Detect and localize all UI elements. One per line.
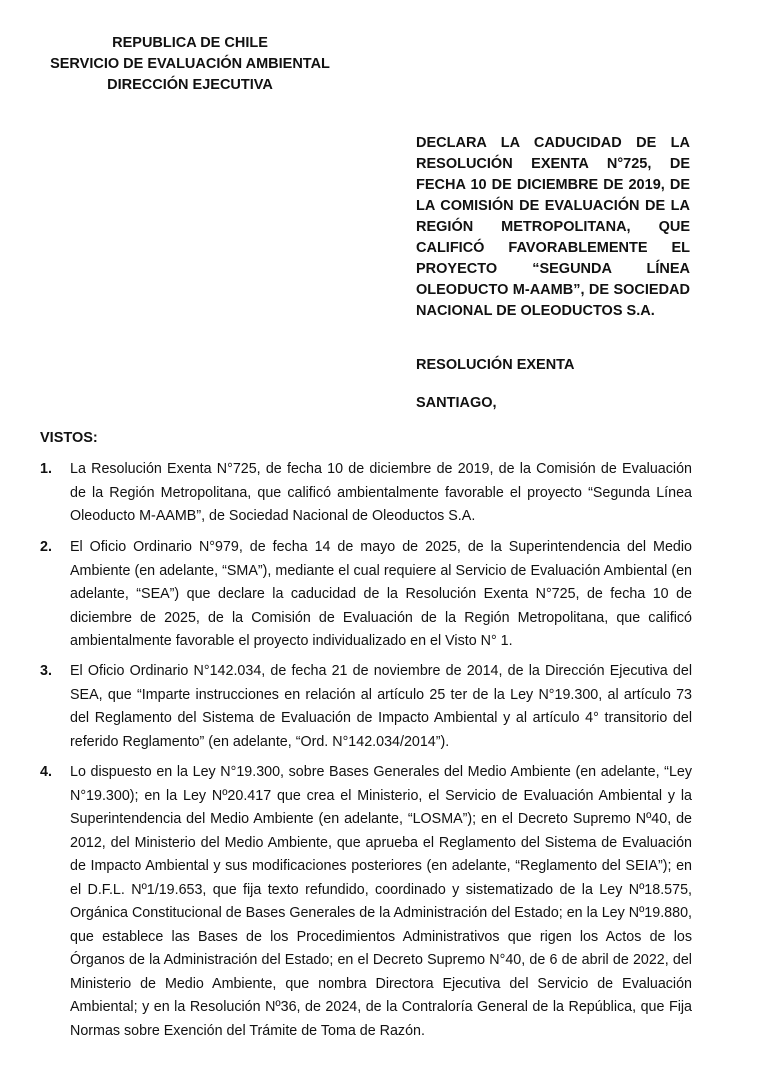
item-text: La Resolución Exenta N°725, de fecha 10 de diciembre de 2019, de la Comisión de Evaluación de la Región Metropolitana, que calificó ambientalmente favorable el proyecto “Segunda Línea Oleoducto M-AAMB”, de Sociedad Nacional de Oleoductos S.A.	[70, 461, 692, 524]
header-country: REPUBLICA DE CHILE	[112, 35, 268, 51]
institution-header	[40, 33, 340, 96]
vistos-item-2	[40, 536, 692, 654]
vistos-item-3	[40, 660, 692, 754]
vistos-heading: VISTOS:	[40, 430, 98, 446]
vistos-item-1	[40, 458, 692, 529]
item-text: El Oficio Ordinario N°979, de fecha 14 de mayo de 2025, de la Superintendencia del Medio Ambiente (en adelante, “SMA”), mediante el cual requiere al Servicio de Evaluación Ambiental (en adelante, “SEA”) que declare la caducidad de la Resolución Exenta N°725, de fecha 10 de diciembre de 2025, de la Comisión de Evaluación de la Región Metropolitana, que calificó ambientalmente favorable el proyecto individualizado en el Visto N° 1.	[70, 539, 692, 649]
item-number: 3.	[40, 663, 52, 679]
header-service: SERVICIO DE EVALUACIÓN AMBIENTAL	[50, 56, 330, 72]
vistos-item-4	[40, 761, 692, 1043]
item-text: El Oficio Ordinario N°142.034, de fecha 21 de noviembre de 2014, de la Dirección Ejecutiva del SEA, que “Imparte instrucciones en relación al artículo 25 ter de la Ley N°19.300, al artículo 73 del Reglamento del Sistema de Evaluación de Impacto Ambiental y al artículo 4° transitorio del referido Reglamento” (en adelante, “Ord. N°142.034/2014”).	[70, 663, 692, 750]
item-number: 4.	[40, 764, 52, 780]
item-number: 1.	[40, 461, 52, 477]
item-text: Lo dispuesto en la Ley N°19.300, sobre Bases Generales del Medio Ambiente (en adelante, “Ley N°19.300); en la Ley Nº20.417 que crea el Ministerio, el Servicio de Evaluación Ambiental y la Superintendencia del Medio Ambiente (en adelante, “LOSMA”); en el Decreto Supremo Nº40, de 2012, del Ministerio del Medio Ambiente, que aprueba el Reglamento del Sistema de Evaluación de Impacto Ambiental y sus modificaciones posteriores (en adelante, “Reglamento del SEIA”); en el D.F.L. Nº1/19.653, que fija texto refundido, coordinado y sistematizado de la Ley Nº18.575, Orgánica Constitucional de Bases Generales de la Administración del Estado; en la Ley Nº19.880, que establece las Bases de los Procedimientos Administrativos que rigen los Actos de los Órganos de la Administración del Estado; en el Decreto Supremo N°40, de 6 de abril de 2022, del Ministerio de Medio Ambiente, que nombra Directora Ejecutiva del Servicio de Evaluación Ambiental; y en la Resolución Nº36, de 2024, de la Contraloría General de la República, que Fija Normas sobre Exención del Trámite de Toma de Razón.	[70, 764, 692, 1039]
resolution-title: DECLARA LA CADUCIDAD DE LA RESOLUCIÓN EXENTA N°725, DE FECHA 10 DE DICIEMBRE DE 2019, DE LA COMISIÓN DE EVALUACIÓN DE LA REGIÓN METROPOLITANA, QUE CALIFICÓ FAVORABLEMENTE EL PROYECTO “SEGUNDA LÍNEA OLEODUCTO M-AAMB”, DE SOCIEDAD NACIONAL DE OLEODUCTOS S.A.	[416, 135, 690, 319]
place-label: SANTIAGO,	[416, 395, 497, 411]
header-division: DIRECCIÓN EJECUTIVA	[107, 77, 273, 93]
item-number: 2.	[40, 539, 52, 555]
resolution-type-label: RESOLUCIÓN EXENTA	[416, 357, 575, 373]
